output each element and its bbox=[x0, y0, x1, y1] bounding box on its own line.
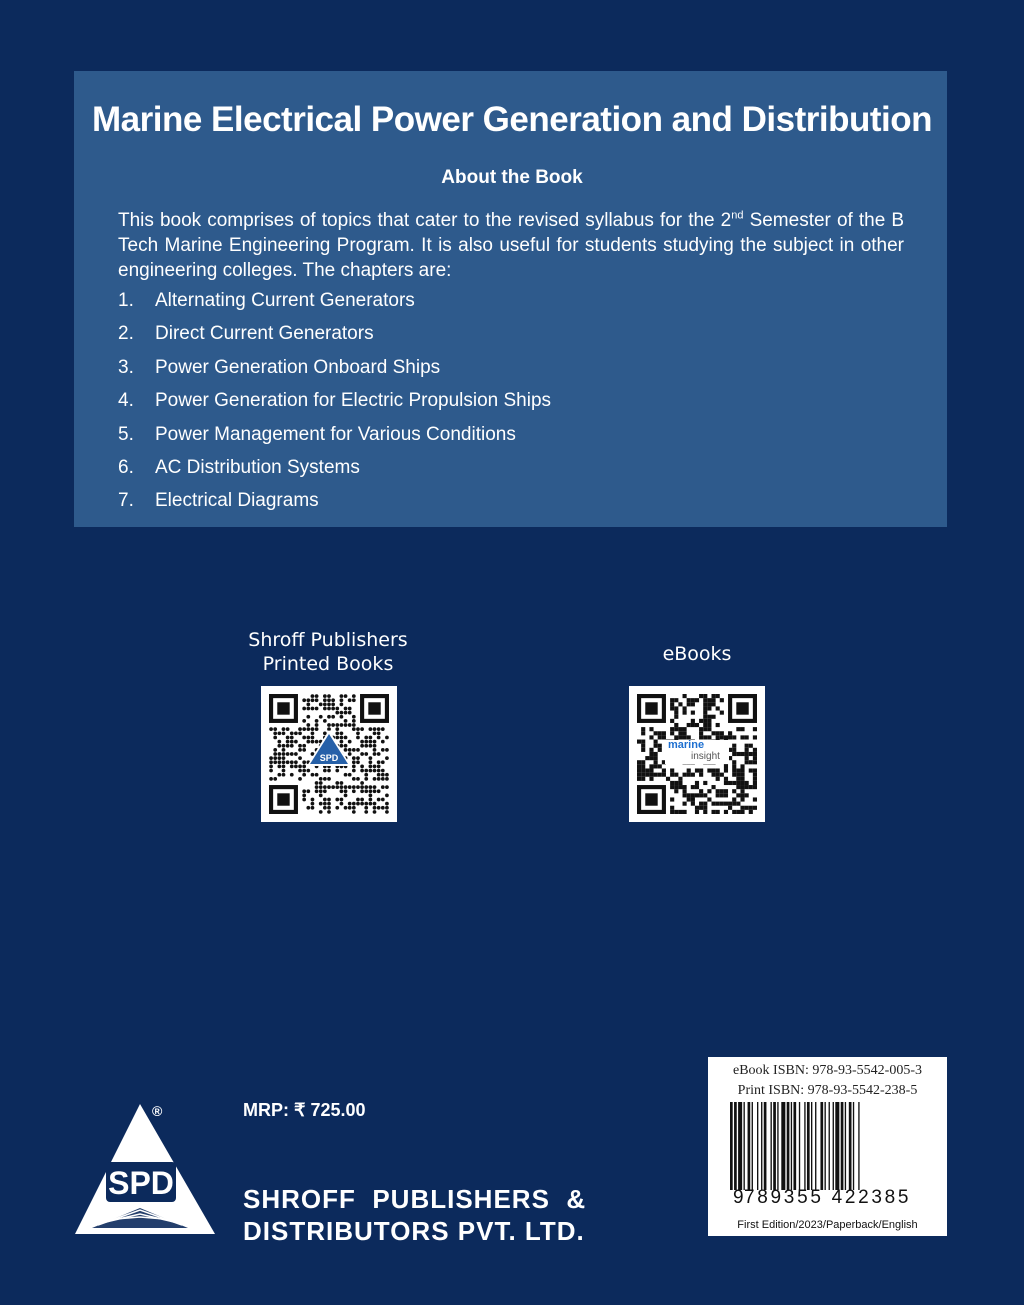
chapter-item bbox=[118, 290, 551, 323]
description-part-2: Semester of the B Tech Marine Engineering Program. It is also useful for students studying the subject in other engineering colleges. The chapters are: bbox=[118, 210, 905, 281]
printed-books-qr-code[interactable] bbox=[261, 686, 397, 822]
description-superscript: nd bbox=[731, 209, 744, 222]
chapter-item bbox=[118, 490, 551, 523]
spd-logo-text: SPD bbox=[108, 1165, 174, 1201]
chapter-number: 3. bbox=[118, 356, 134, 378]
publisher-name bbox=[243, 1183, 586, 1247]
price bbox=[243, 1100, 366, 1121]
barcode-remaining-digits: 789355 422385 bbox=[744, 1187, 912, 1208]
spd-qr-logo bbox=[261, 686, 397, 822]
isbn-barcode-card bbox=[708, 1057, 947, 1236]
chapter-item bbox=[118, 390, 551, 423]
marine-logo-word: marine bbox=[668, 739, 705, 751]
chapter-number: 4. bbox=[118, 390, 134, 412]
chapter-title: Power Generation Onboard Ships bbox=[155, 356, 441, 378]
printed-books-caption bbox=[228, 628, 428, 676]
price-label: MRP: bbox=[243, 1100, 289, 1120]
chapter-title: Direct Current Generators bbox=[155, 323, 374, 345]
printed-caption-line-2: Printed Books bbox=[262, 653, 394, 675]
marine-insight-logo bbox=[665, 740, 729, 764]
spd-logo bbox=[70, 1098, 220, 1240]
chapter-number: 7. bbox=[118, 490, 134, 512]
chapter-item bbox=[118, 357, 551, 390]
publisher-name-line-1: SHROFF PUBLISHERS & bbox=[243, 1184, 587, 1214]
chapter-number: 2. bbox=[118, 323, 134, 345]
print-isbn: Print ISBN: 978-93-5542-238-5 bbox=[737, 1083, 918, 1098]
chapter-item bbox=[118, 424, 551, 457]
barcode-digits bbox=[733, 1187, 954, 1209]
chapter-title: AC Distribution Systems bbox=[155, 456, 360, 478]
chapter-list bbox=[118, 290, 551, 524]
chapter-title: Power Generation for Electric Propulsion Ships bbox=[155, 390, 552, 412]
chapter-title: Electrical Diagrams bbox=[155, 490, 319, 512]
chapter-title: Power Management for Various Conditions bbox=[155, 423, 516, 445]
barcode-icon bbox=[728, 1102, 928, 1190]
publisher-name-line-2: DISTRIBUTORS PVT. LTD. bbox=[243, 1216, 585, 1246]
spd-qr-logo-text: SPD bbox=[319, 753, 339, 763]
barcode-first-digit: 9 bbox=[733, 1187, 747, 1208]
chapter-number: 6. bbox=[118, 456, 134, 478]
description-part-1: This book comprises of topics that cater to the revised syllabus for the 2 bbox=[118, 210, 732, 231]
about-heading: About the Book bbox=[441, 167, 583, 188]
chapter-number: 1. bbox=[118, 290, 134, 311]
ebook-isbn: eBook ISBN: 978-93-5542-005-3 bbox=[733, 1063, 922, 1078]
book-title: Marine Electrical Power Generation and Distribution bbox=[92, 100, 932, 139]
chapter-item bbox=[118, 323, 551, 356]
insight-logo-word: insight bbox=[691, 751, 720, 762]
chapter-number: 5. bbox=[118, 423, 134, 445]
printed-caption-line-1: Shroff Publishers bbox=[248, 629, 408, 651]
chapter-item bbox=[118, 457, 551, 490]
price-value: ₹ 725.00 bbox=[294, 1100, 366, 1120]
book-description bbox=[118, 208, 904, 283]
edition-info: First Edition/2023/Paperback/English bbox=[737, 1219, 918, 1231]
chapter-title: Alternating Current Generators bbox=[155, 290, 415, 311]
registered-mark: ® bbox=[152, 1103, 163, 1119]
ebooks-qr-code[interactable] bbox=[629, 686, 765, 822]
ebooks-caption: eBooks bbox=[662, 643, 732, 665]
